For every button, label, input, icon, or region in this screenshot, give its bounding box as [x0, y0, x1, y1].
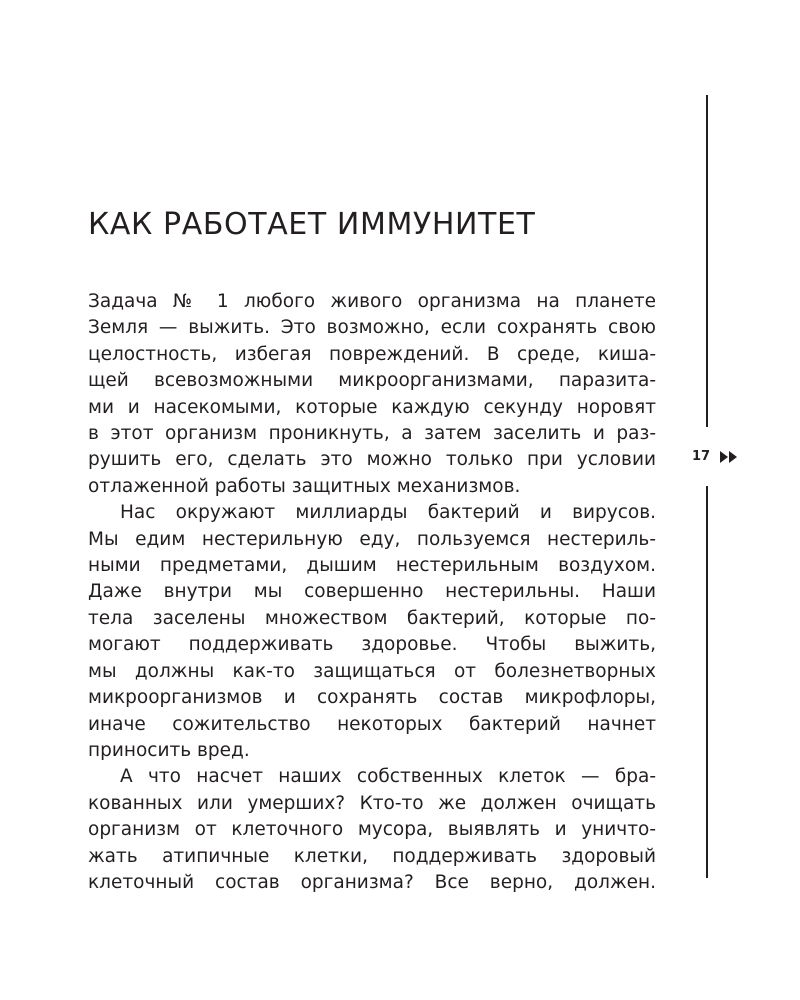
body-text	[88, 289, 656, 896]
text-line: Земля — выжить. Это возможно, если сохранять свою	[88, 317, 656, 339]
text-line: щей всевозможными микроорганизмами, паразита-	[88, 370, 656, 392]
text-line: организм от клеточного мусора, выявлять и уничто-	[88, 819, 656, 841]
text-line: мы должны как-то защищаться от болезнетворных	[88, 660, 656, 682]
text-line: иначе сожительство некоторых бактерий начнет	[88, 713, 656, 735]
text-line: целостность, избегая повреждений. В среде, киша-	[88, 343, 656, 365]
text-line: Задача № 1 любого живого организма на планете	[88, 291, 656, 312]
double-arrow-right-icon	[720, 451, 738, 463]
text-line: могают поддерживать здоровье. Чтобы выжить,	[88, 634, 656, 656]
text-line: микроорганизмов и сохранять состав микрофлоры,	[88, 687, 656, 709]
text-line: в этот организм проникнуть, а затем заселить и раз-	[88, 423, 656, 445]
chapter-title: КАК РАБОТАЕТ ИММУНИТЕТ	[88, 207, 536, 242]
margin-rule-bottom	[706, 486, 708, 878]
margin-rule-top	[706, 95, 708, 427]
text-line: кованных или умерших? Кто-то же должен очищать	[88, 792, 656, 814]
text-line: жать атипичные клетки, поддерживать здоровый	[88, 845, 656, 867]
text-line: тела заселены множеством бактерий, которые по-	[88, 607, 656, 629]
text-line: отлаженной работы защитных механизмов.	[88, 475, 521, 497]
text-line: приносить вред.	[88, 739, 250, 761]
text-line: Нас окружают миллиарды бактерий и вирусов.	[120, 502, 656, 524]
page-number: 17	[692, 449, 711, 464]
text-line: А что насчет наших собственных клеток — бра-	[120, 766, 656, 788]
text-line: Мы едим нестерильную еду, пользуемся нестериль-	[88, 528, 656, 550]
text-line: клеточный состав организма? Все верно, должен.	[88, 871, 656, 893]
text-line: Даже внутри мы совершенно нестерильны. Наши	[88, 581, 656, 603]
text-line: рушить его, сделать это можно только при условии	[88, 449, 656, 471]
text-line: ными предметами, дышим нестерильным воздухом.	[88, 555, 656, 577]
text-line: ми и насекомыми, которые каждую секунду норовят	[88, 396, 656, 418]
